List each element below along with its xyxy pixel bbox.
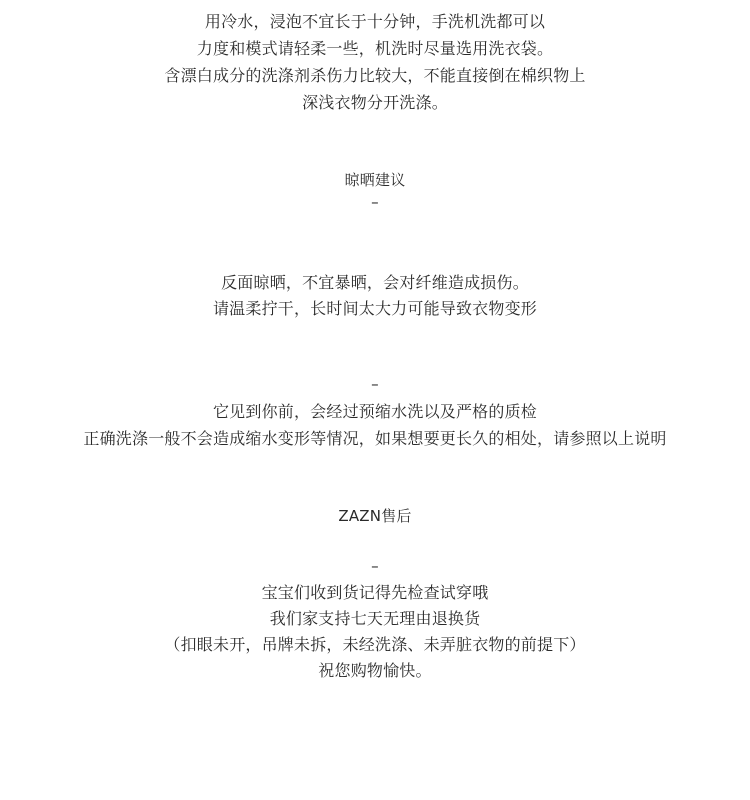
after-sales-title: ZAZN售后 bbox=[338, 507, 412, 525]
drying-line-2: 请温柔拧干，长时间太大力可能导致衣物变形 bbox=[212, 299, 537, 318]
care-line-3: 含漂白成分的洗涤剂杀伤力比较大，不能直接倒在棉织物上 bbox=[164, 66, 586, 85]
drying-title: 晾晒建议 bbox=[344, 171, 406, 189]
after-sales-line-2: 我们家支持七天无理由退换货 bbox=[269, 609, 481, 628]
drying-line-1: 反面晾晒，不宜暴晒，会对纤维造成损伤。 bbox=[221, 273, 529, 292]
quality-divider-dash: – bbox=[371, 375, 379, 393]
care-line-1: 用冷水，浸泡不宜长于十分钟，手洗机洗都可以 bbox=[204, 12, 546, 31]
quality-line-2: 正确洗涤一般不会造成缩水变形等情况，如果想要更长久的相处，请参照以上说明 bbox=[83, 429, 667, 448]
after-sales-line-3: （扣眼未开，吊牌未拆，未经洗涤、未弄脏衣物的前提下） bbox=[164, 635, 586, 654]
care-line-4: 深浅衣物分开洗涤。 bbox=[302, 93, 448, 112]
drying-divider-dash: – bbox=[371, 193, 379, 211]
after-sales-line-1: 宝宝们收到货记得先检查试穿哦 bbox=[261, 583, 489, 602]
after-sales-divider-dash: – bbox=[371, 557, 379, 575]
care-line-2: 力度和模式请轻柔一些，机洗时尽量选用洗衣袋。 bbox=[196, 39, 554, 58]
quality-line-1: 它见到你前，会经过预缩水洗以及严格的质检 bbox=[212, 402, 537, 421]
after-sales-line-4: 祝您购物愉快。 bbox=[318, 661, 432, 680]
